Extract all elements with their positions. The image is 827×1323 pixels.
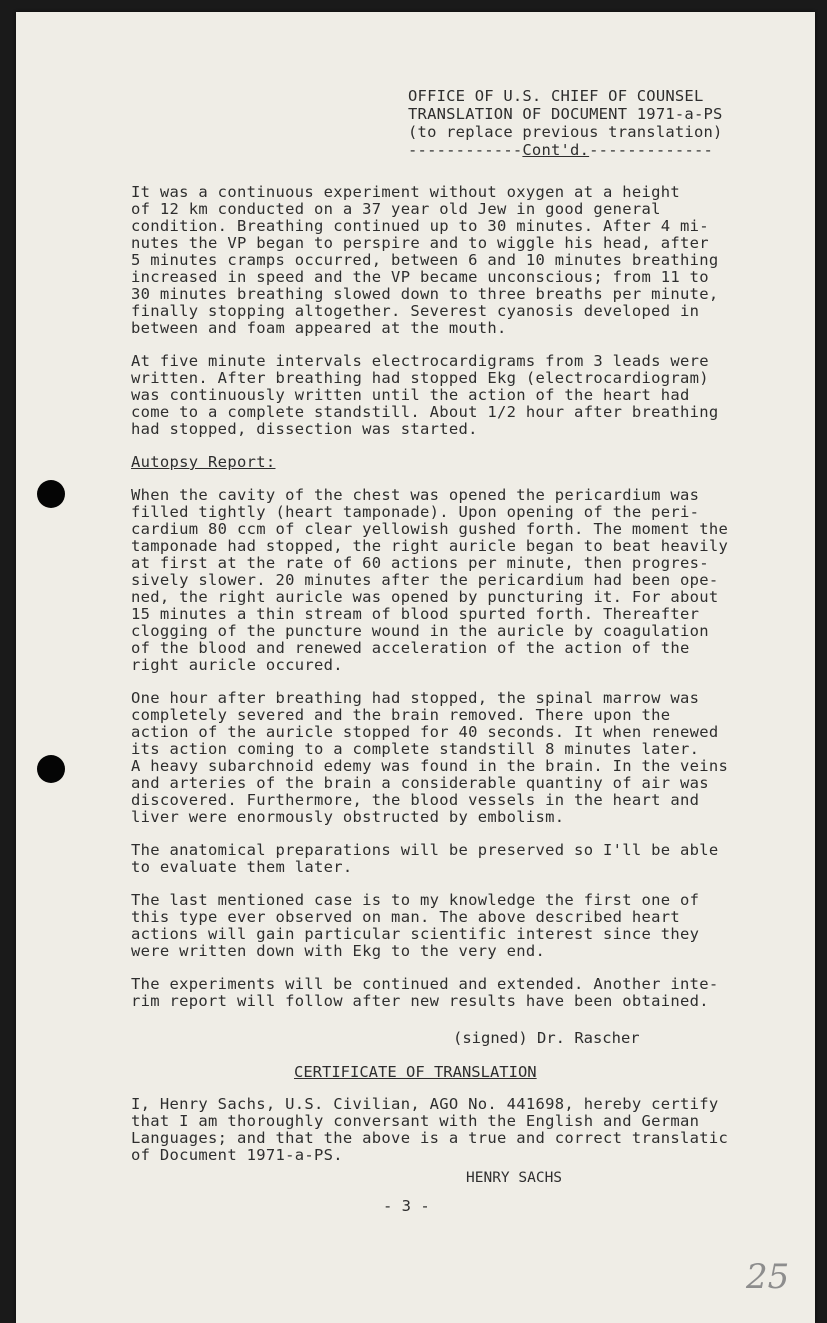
header-translation-title: TRANSLATION OF DOCUMENT 1971-a-PS: [408, 105, 723, 123]
ecg-paragraph: At five minute intervals electrocardigrams from 3 leads were written. After breathing had stopped Ekg (electrocardiogram) was continuously written until the action of the heart had come to a complete standstill. About 1/2 hour after breathing had stopped, dissection was started.: [131, 352, 719, 438]
page-number: - 3 -: [383, 1197, 430, 1215]
autopsy-brain-paragraph: One hour after breathing had stopped, the spinal marrow was completely severed and the brain removed. There upon the action of the auricle stopped for 40 seconds. It when renewed its action coming to a complete standstill 8 minutes later. A heavy subarchnoid edemy was found in the brain. In the veins and arteries of the brain a considerable quantiny of air was discovered. Furthermore, the blood vessels in the heart and liver were enormously obstructed by embolism.: [131, 689, 729, 826]
document-page: [16, 12, 815, 1323]
continuation-paragraph: The experiments will be continued and extended. Another inte- rim report will follow after new results have been obtained.: [131, 975, 719, 1010]
signature-line: (signed) Dr. Rascher: [453, 1029, 640, 1047]
certificate-body: I, Henry Sachs, U.S. Civilian, AGO No. 441698, hereby certify that I am thoroughly conversant with the English and German Languages; and that the above is a true and correct translatic of Document 1971-a-PS.: [131, 1095, 729, 1164]
preparations-paragraph: The anatomical preparations will be preserved so I'll be able to evaluate them later.: [131, 841, 719, 876]
first-case-paragraph: The last mentioned case is to my knowledge the first one of this type ever observed on man. The above described heart actions will gain particular scientific interest since they were written down with Ekg to the very end.: [131, 891, 700, 960]
header-office: OFFICE OF U.S. CHIEF OF COUNSEL: [408, 87, 704, 105]
punch-hole-bottom: [37, 755, 65, 783]
document-header: [408, 87, 723, 159]
autopsy-heading: Autopsy Report:: [131, 453, 276, 471]
handwritten-page-number: 25: [746, 1257, 790, 1297]
header-continued: ------------Cont'd.-------------: [408, 141, 714, 159]
continued-label: Cont'd.: [522, 141, 590, 159]
punch-hole-top: [37, 480, 65, 508]
document-body: [131, 184, 781, 1026]
certificate-title: CERTIFICATE OF TRANSLATION: [294, 1063, 537, 1081]
autopsy-chest-paragraph: When the cavity of the chest was opened the pericardium was filled tightly (heart tamponade). Upon opening of the peri- cardium 80 ccm of clear yellowish gushed forth. The moment the tamponade had stopped, the right auricle began to beat heavily at first at the rate of 60 actions per minute, then progres- sively slower. 20 minutes after the pericardium had been ope- ned, the right auricle was opened by puncturing it. For about 15 minutes a thin stream of blood spurted forth. Thereafter clogging of the puncture wound in the auricle by coagulation of the blood and renewed acceleration of the action of the right auricle occured.: [131, 486, 729, 674]
translator-name: HENRY SACHS: [466, 1170, 563, 1186]
experiment-paragraph: It was a continuous experiment without oxygen at a height of 12 km conducted on a 37 year old Jew in good general condition. Breathing continued up to 30 minutes. After 4 mi- nutes the VP began to perspire and to wiggle his head, after 5 minutes cramps occurred, between 6 and 10 minutes breathing increased in speed and the VP became unconscious; from 11 to 30 minutes breathing slowed down to three breaths per minute, finally stopping altogether. Severest cyanosis developed in between and foam appeared at the mouth.: [131, 183, 719, 337]
header-replace-note: (to replace previous translation): [408, 123, 723, 141]
